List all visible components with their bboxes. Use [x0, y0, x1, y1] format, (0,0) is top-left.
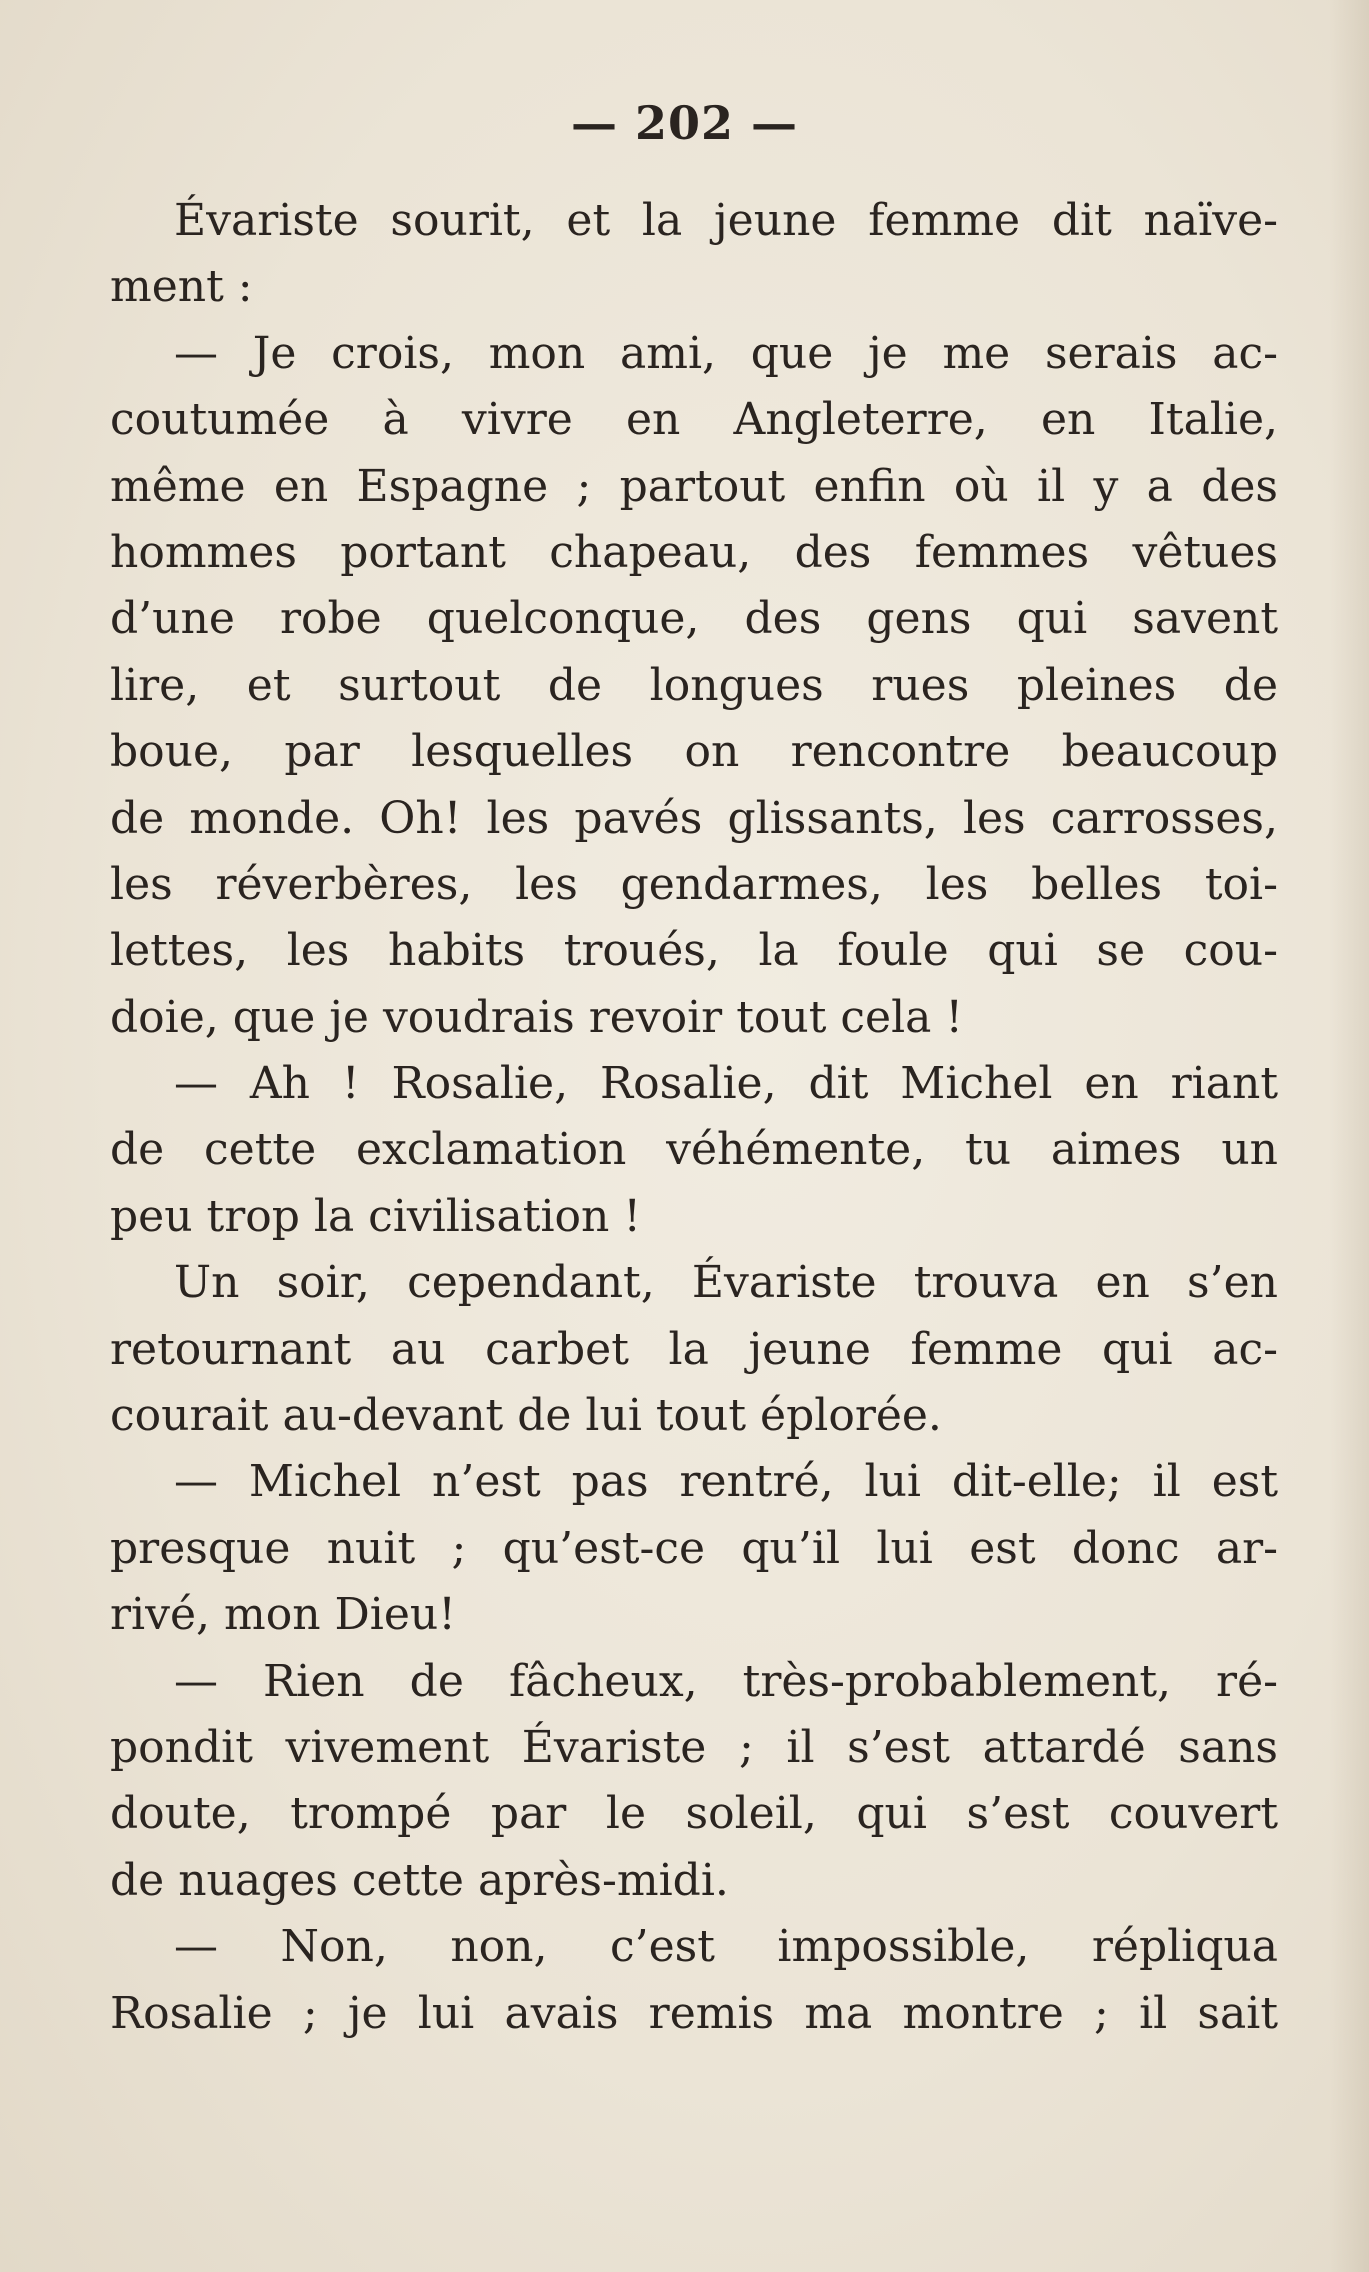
- text-line: doute, trompé par le soleil, qui s’est couvert: [110, 1788, 1278, 1840]
- text-line: rivé, mon Dieu!: [110, 1589, 456, 1641]
- text-line: de cette exclamation véhémente, tu aimes un: [110, 1124, 1278, 1176]
- text-line: — Michel n’est pas rentré, lui dit-elle; il est: [174, 1456, 1278, 1508]
- text-line: hommes portant chapeau, des femmes vêtues: [110, 526, 1278, 578]
- text-line: même en Espagne ; partout enfin où il y a des: [110, 460, 1278, 512]
- text-line: pondit vivement Évariste ; il s’est attardé sans: [110, 1721, 1278, 1773]
- text-line: courait au-devant de lui tout éplorée.: [110, 1390, 942, 1442]
- text-line: ment :: [110, 261, 253, 313]
- text-line: de nuages cette après-midi.: [110, 1854, 729, 1906]
- text-line: d’une robe quelconque, des gens qui savent: [110, 593, 1278, 645]
- text-line: lettes, les habits troués, la foule qui se cou-: [110, 925, 1278, 977]
- text-line: lire, et surtout de longues rues pleines de: [110, 659, 1278, 711]
- page-number: — 202 —: [570, 96, 799, 150]
- text-line: Évariste sourit, et la jeune femme dit naïve-: [174, 195, 1278, 246]
- body-text: [110, 188, 1278, 2047]
- page-edge-shadow: [1329, 0, 1369, 2272]
- text-line: peu trop la civilisation !: [110, 1190, 642, 1242]
- text-line: Rosalie ; je lui avais remis ma montre ; il sait: [110, 1987, 1278, 2039]
- text-line: coutumée à vivre en Angleterre, en Italie,: [110, 394, 1278, 446]
- text-line: doie, que je voudrais revoir tout cela !: [110, 991, 964, 1043]
- text-line: — Ah ! Rosalie, Rosalie, dit Michel en riant: [174, 1058, 1278, 1110]
- text-line: de monde. Oh! les pavés glissants, les carrosses,: [110, 792, 1278, 844]
- text-line: retournant au carbet la jeune femme qui ac-: [110, 1323, 1278, 1375]
- text-line: les réverbères, les gendarmes, les belles toi-: [110, 858, 1278, 910]
- text-line: — Rien de fâcheux, très-probablement, ré-: [174, 1655, 1278, 1707]
- text-line: — Non, non, c’est impossible, répliqua: [174, 1921, 1278, 1973]
- text-line: presque nuit ; qu’est-ce qu’il lui est donc ar-: [110, 1522, 1278, 1574]
- text-line: Un soir, cependant, Évariste trouva en s’en: [174, 1257, 1278, 1309]
- text-line: — Je crois, mon ami, que je me serais ac-: [174, 327, 1278, 379]
- text-line: boue, par lesquelles on rencontre beaucoup: [110, 726, 1278, 778]
